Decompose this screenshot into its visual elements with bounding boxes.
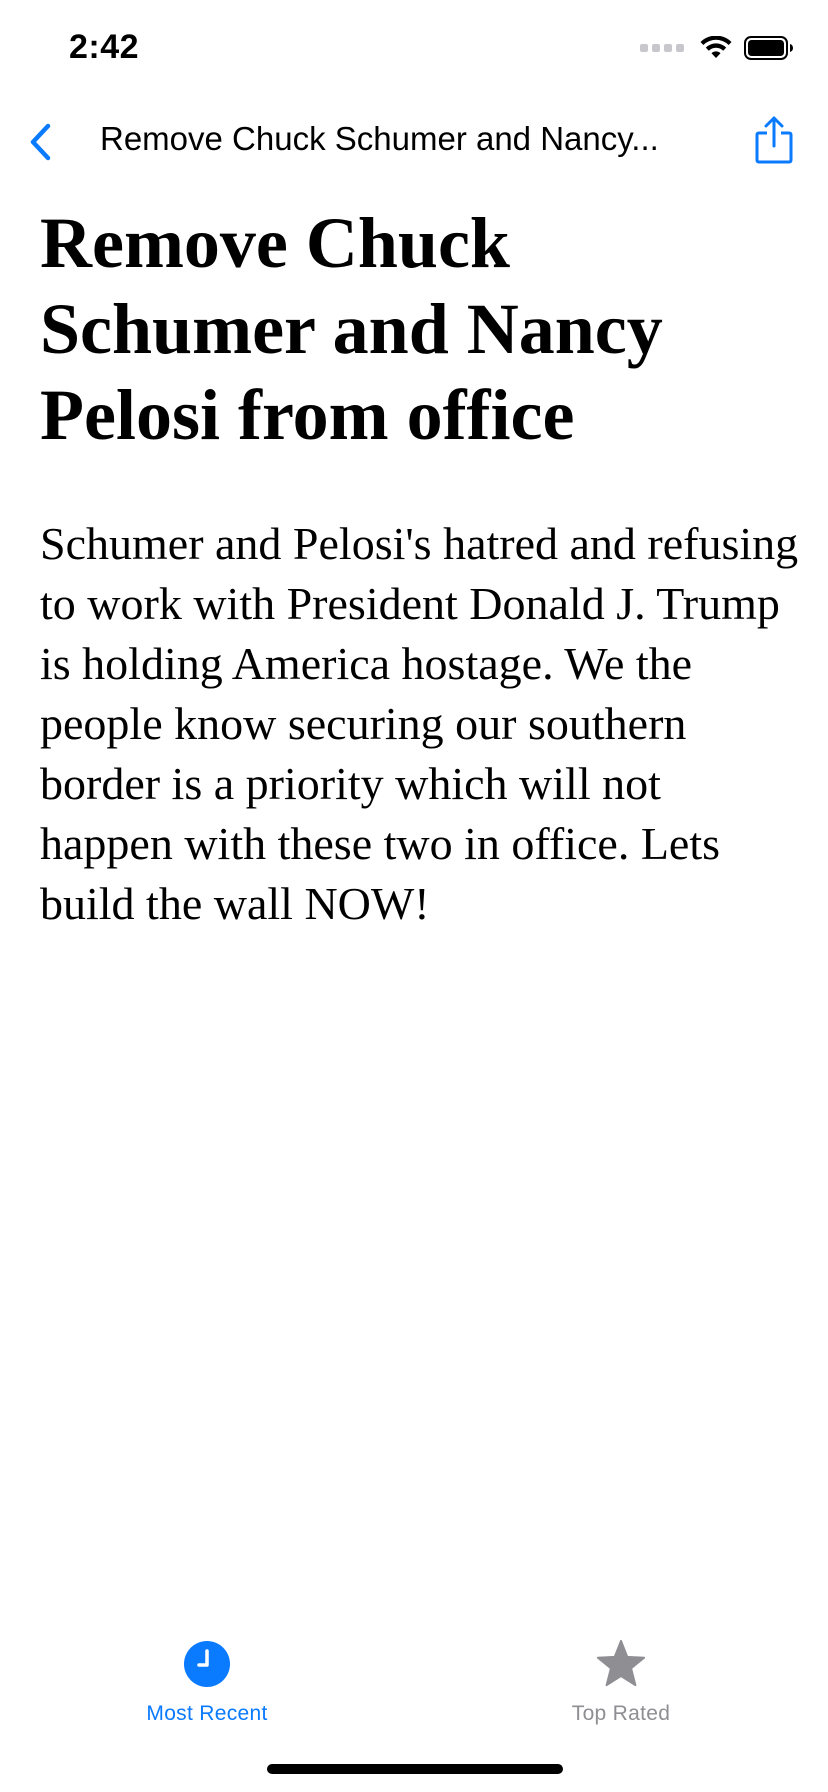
chevron-left-icon (28, 123, 52, 161)
navigation-bar (0, 100, 828, 188)
back-button[interactable] (18, 114, 62, 170)
tab-top-rated-label: Top Rated (571, 1702, 671, 1725)
article-body: Schumer and Pelosi's hatred and refusing to work with President Donald J. Trump is holding America hostage. We the people know securing our southern border is a priority which will not happen with these two in office. Lets build the wall NOW! (40, 518, 799, 929)
tab-most-recent[interactable] (107, 1638, 307, 1726)
nav-title: Remove Chuck Schumer and Nancy... (100, 120, 659, 157)
battery-icon (744, 36, 794, 60)
share-icon (754, 115, 794, 165)
status-time: 2:42 (69, 28, 140, 66)
tab-top-rated[interactable] (521, 1638, 721, 1726)
article-content (40, 200, 799, 934)
tab-bar (0, 1620, 828, 1730)
clock-icon (181, 1638, 233, 1690)
article-title: Remove Chuck Schumer and Nancy Pelosi from office (40, 203, 663, 455)
tab-most-recent-label: Most Recent (146, 1702, 268, 1725)
star-icon (595, 1638, 647, 1690)
status-bar (0, 0, 828, 100)
home-indicator[interactable] (267, 1764, 563, 1774)
status-icons (640, 36, 794, 60)
wifi-icon (700, 36, 732, 60)
cellular-signal-icon (640, 44, 684, 52)
share-button[interactable] (748, 110, 800, 170)
